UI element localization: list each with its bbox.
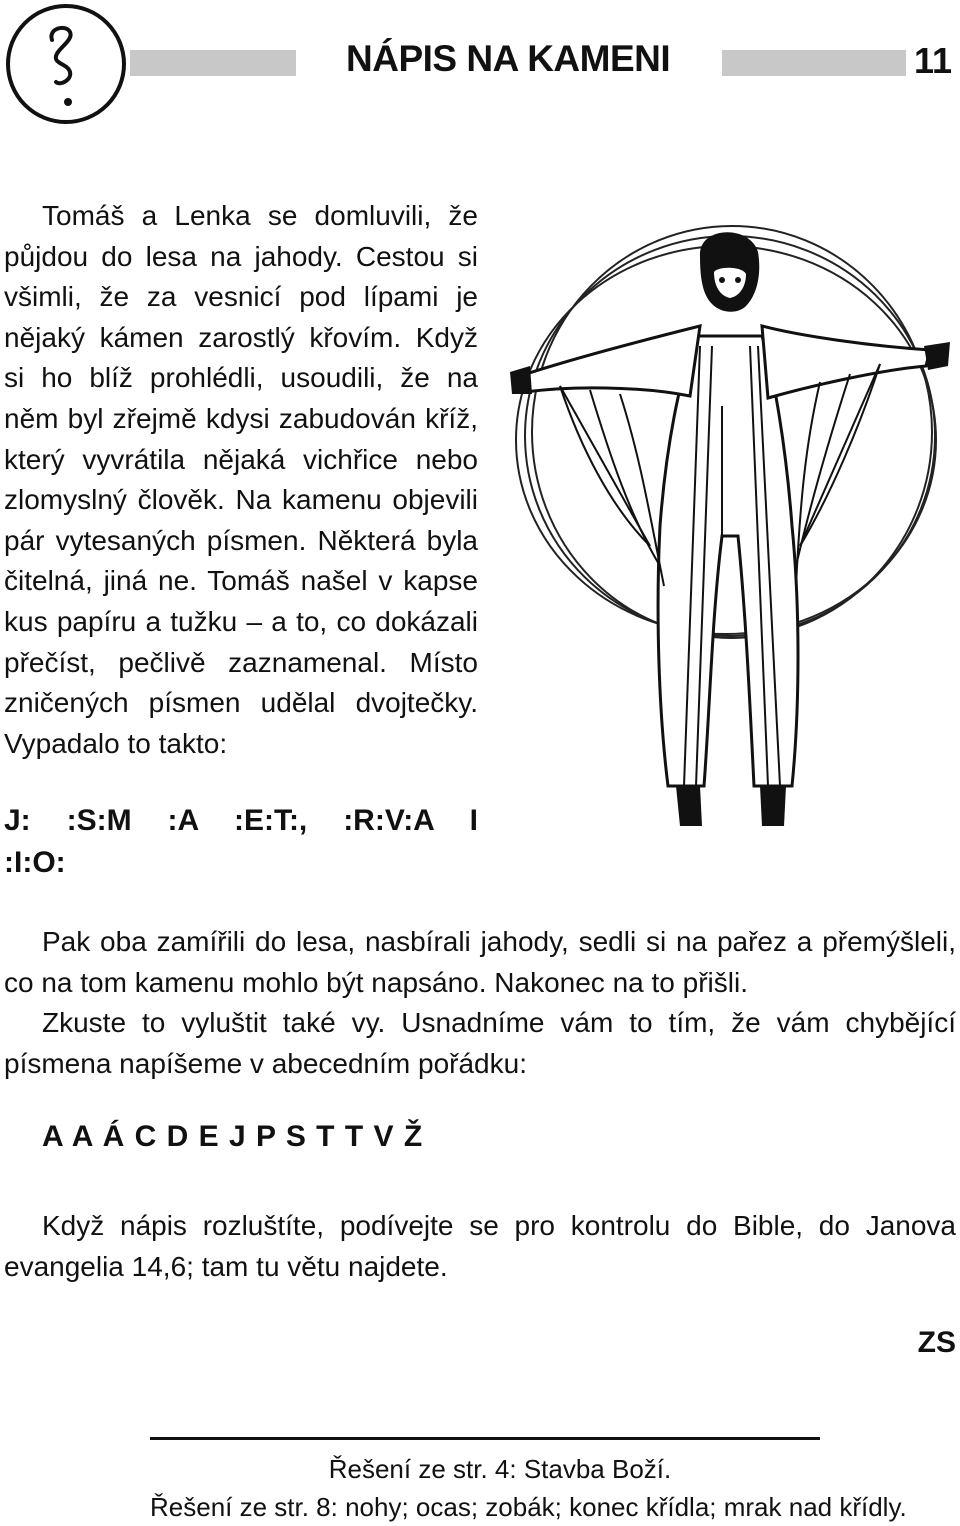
author-signature: ZS: [917, 1326, 956, 1359]
intro-text: Tomáš a Lenka se domluvili, že půjdou do lesa na jahody. Cestou si všimli, že za vesnicí pod lípami je nějaký kámen zarostlý křovím. Když si ho blíž prohlédli, usoudili, že na něm byl zřejmě kdysi zabudován kříž, který vyvrátila nějaká vichřice nebo zlomyslný člověk. Na kamenu objevili pár vytesaných písmen. Některá byla čitelná, jiná ne. Tomáš našel v kapse kus papíru a tužku – a to, co dokázali přečíst, pečlivě zaznamenal. Místo zničených písmen udělal dvojtečky. Vypadalo to takto:: [4, 200, 478, 759]
body-paragraphs: [4, 922, 956, 1084]
paragraph-2: Zkuste to vyluštit také vy. Usnadníme vám to tím, že vám chybějící písmena napíšeme v abecedním pořádku:: [4, 1007, 956, 1079]
christ-with-outstretched-arms-icon: [500, 186, 960, 836]
page-title: NÁPIS NA KAMENI: [346, 38, 671, 79]
intro-paragraph: [4, 196, 478, 764]
solution-page-4: Řešení ze str. 4: Stavba Boží.: [328, 1454, 672, 1484]
stone-inscription: [4, 800, 478, 884]
missing-letters: A A Á C D E J P S T T V Ž: [42, 1120, 424, 1153]
paragraph-3: Když nápis rozluštíte, podívejte se pro kontrolu do Bible, do Janova evangelia 14,6; tam tu větu najdete.: [4, 1210, 956, 1282]
header-bar-right: [722, 50, 906, 76]
question-mark-circle-icon: [4, 2, 128, 126]
inscription-line-2: :I:O:: [4, 846, 66, 879]
inscription-line-1: J: :S:M :A :E:T:, :R:V:A I: [4, 804, 478, 837]
header-bar-left: [130, 50, 296, 76]
solution-page-8: Řešení ze str. 8: nohy; ocas; zobák; konec křídla; mrak nad křídly.: [150, 1492, 907, 1522]
paragraph-1: Pak oba zamířili do lesa, nasbírali jahody, sedli si na pařez a přemýšleli, co na tom kamenu mohlo být napsáno. Nakonec na to přišli.: [4, 926, 956, 998]
body-paragraph-3-wrap: [4, 1206, 956, 1287]
footer-rule: [150, 1437, 820, 1440]
page-number: 11: [914, 40, 953, 81]
